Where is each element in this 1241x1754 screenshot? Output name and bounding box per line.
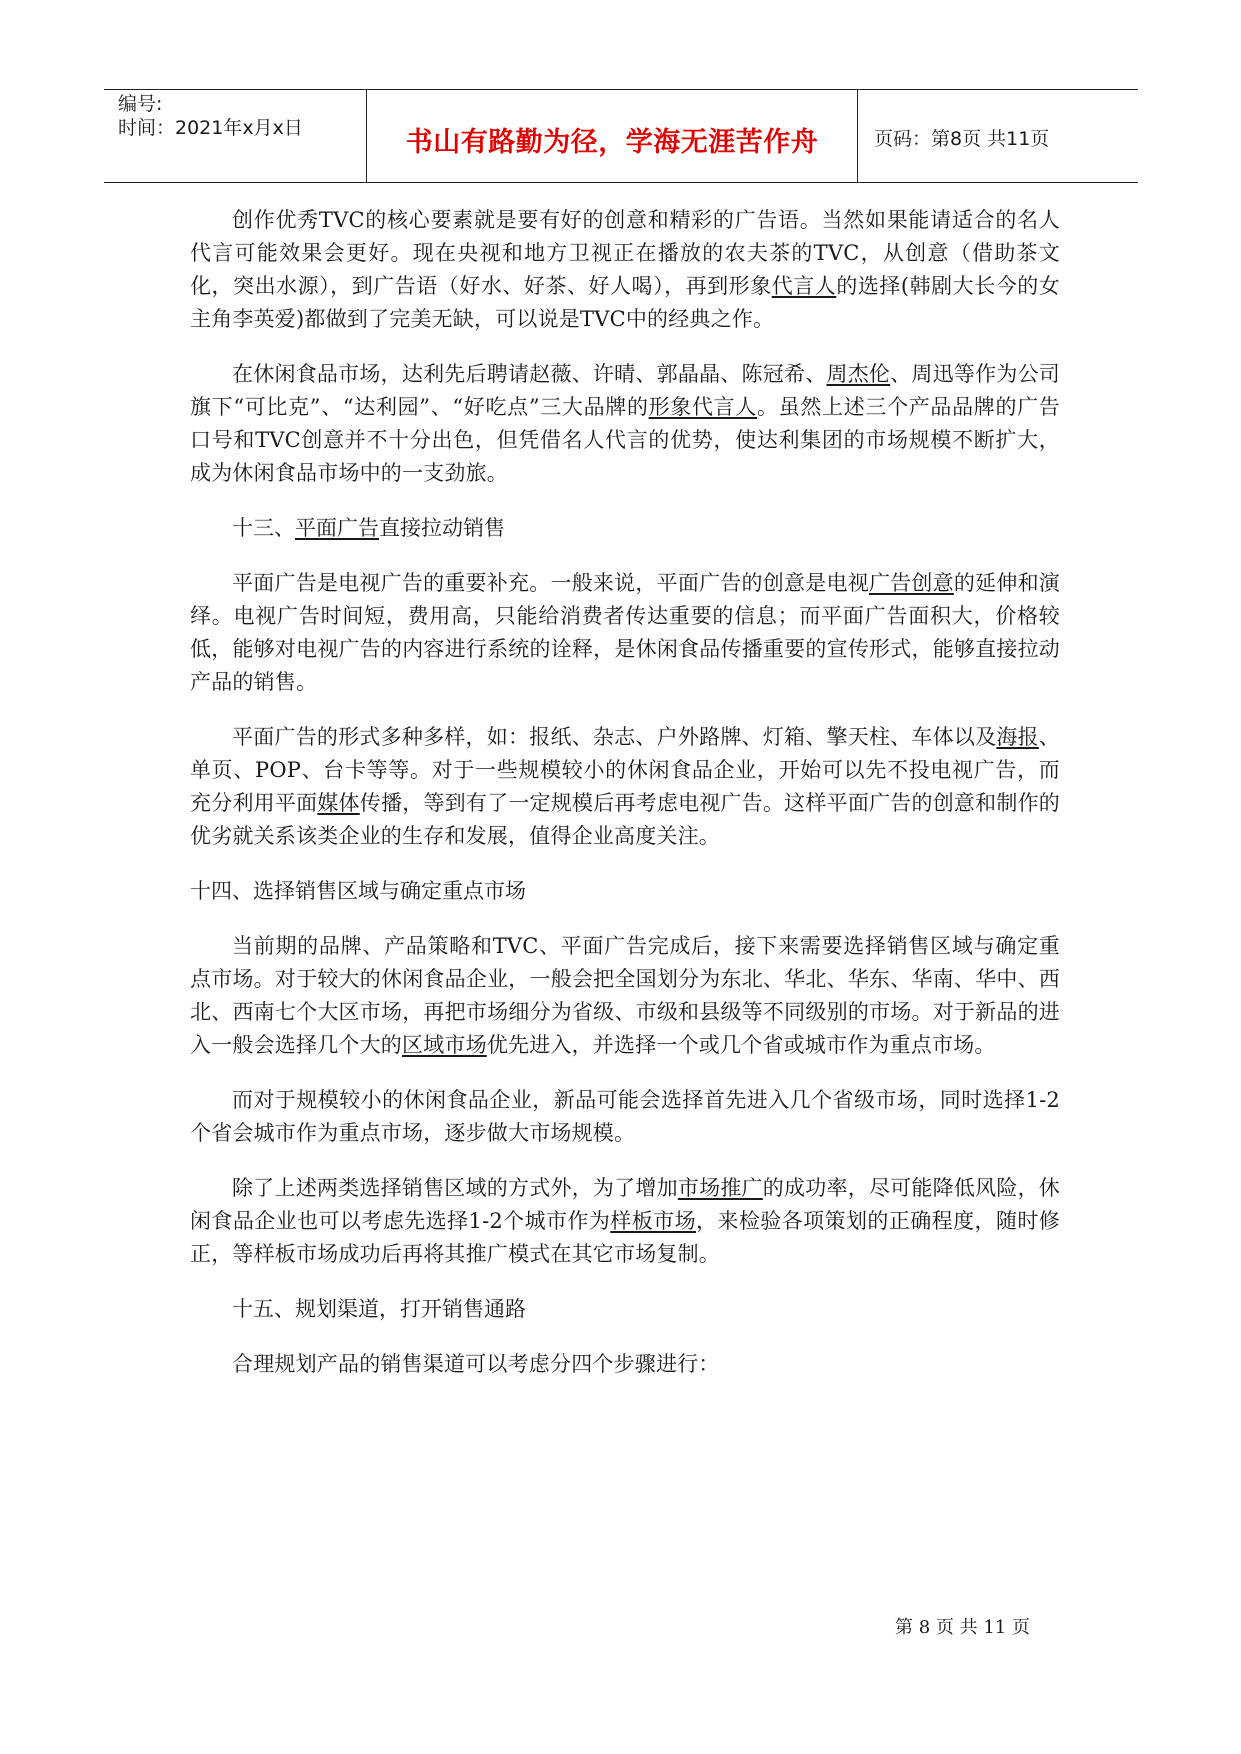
paragraph xyxy=(190,1348,1060,1381)
text-segment: 的延伸和演绎。电视广告时间短，费用高，只能给消费者传达重要的信息；而平面广告面积大，价格较低，能够对电视广告的内容进行系统的诠释，是休闲食品传播重要的宣传形式，能够直接拉动产品的销售。 xyxy=(190,571,1060,694)
text-segment: 的成功率，尽可能降低风险，休闲食品企业也可以考虑先选择1-2个城市作为 xyxy=(190,1176,1060,1233)
text-segment: 合理规划产品的销售渠道可以考虑分四个步骤进行： xyxy=(232,1352,720,1376)
text-segment: 十三、 xyxy=(232,516,295,540)
text-segment: 当前期的品牌、产品策略和TVC、平面广告完成后，接下来需要选择销售区域与确定重点市场。对于较大的休闲食品企业，一般会把全国划分为东北、华北、华东、华南、华中、西北、西南七个大区市场，再把市场细分为省级、市级和县级等不同级别的市场。对于新品的进入一般会选择几个大的 xyxy=(190,934,1060,1057)
underlined-term: 样板市场 xyxy=(610,1209,696,1233)
paragraph xyxy=(190,1084,1060,1150)
underlined-term: 周杰伦 xyxy=(826,362,891,386)
document-number-label: 编号: xyxy=(118,93,163,115)
text-segment: 十五、规划渠道，打开销售通路 xyxy=(232,1297,526,1321)
header-page-info: 页码：第8页 共11页 xyxy=(874,128,1050,150)
page-header xyxy=(104,89,1138,183)
text-segment: 的选择(韩剧大长今的女主角李英爱)都做到了完美无缺，可以说是TVC中的经典之作。 xyxy=(190,274,1060,331)
text-segment: 、周迅等作为公司旗下“可比克”、“达利园”、“好吃点”三大品牌的 xyxy=(190,362,1060,419)
paragraph xyxy=(190,1172,1060,1271)
paragraph xyxy=(190,567,1060,699)
underlined-term: 市场推广 xyxy=(677,1176,763,1200)
paragraph xyxy=(190,721,1060,853)
text-segment: 优先进入，并选择一个或几个省或城市作为重点市场。 xyxy=(486,1033,996,1057)
text-segment: 。虽然上述三个产品品牌的广告口号和TVC创意并不十分出色，但凭借名人代言的优势，使达利集团的市场规模不断扩大，成为休闲食品市场中的一支劲旅。 xyxy=(190,395,1060,485)
paragraph xyxy=(190,930,1060,1062)
header-motto: 书山有路勤为径，学海无涯苦作舟 xyxy=(405,127,819,158)
underlined-term: 区域市场 xyxy=(402,1033,487,1057)
section-heading xyxy=(190,1293,1060,1326)
underlined-term: 媒体 xyxy=(317,791,360,815)
header-left-cell xyxy=(104,90,367,182)
underlined-term: 平面广告 xyxy=(295,516,379,540)
text-segment: 平面广告是电视广告的重要补充。一般来说，平面广告的创意是电视 xyxy=(232,571,869,595)
text-segment: 除了上述两类选择销售区域的方式外，为了增加 xyxy=(232,1176,678,1200)
page-footer: 第 8 页 共 11 页 xyxy=(895,1617,1030,1638)
text-segment: 十四、选择销售区域与确定重点市场 xyxy=(190,879,526,903)
underlined-term: 广告创意 xyxy=(868,571,954,595)
text-segment: 平面广告的形式多种多样，如：报纸、杂志、户外路牌、灯箱、擎天柱、车体以及 xyxy=(232,725,997,749)
text-segment: 直接拉动销售 xyxy=(379,516,505,540)
underlined-term: 形象代言人 xyxy=(648,395,758,419)
section-heading xyxy=(190,875,1060,908)
section-heading xyxy=(190,512,1060,545)
text-segment: ，来检验各项策划的正确程度，随时修正，等样板市场成功后再将其推广模式在其它市场复制。 xyxy=(190,1209,1060,1266)
text-segment: 传播，等到有了一定规模后再考虑电视广告。这样平面广告的创意和制作的优劣就关系该类企业的生存和发展，值得企业高度关注。 xyxy=(190,791,1061,848)
header-middle-cell xyxy=(367,90,858,182)
text-segment: 创作优秀TVC的核心要素就是要有好的创意和精彩的广告语。当然如果能请适合的名人代言可能效果会更好。现在央视和地方卫视正在播放的农夫茶的TVC，从创意（借助茶文化，突出水源），到广告语（好水、好茶、好人喝），再到形象 xyxy=(190,208,1060,298)
underlined-term: 代言人 xyxy=(771,274,837,298)
underlined-term: 海报 xyxy=(996,725,1039,749)
document-body xyxy=(190,204,1060,1403)
document-time-label: 时间：2021年x月x日 xyxy=(118,117,303,139)
text-segment: 而对于规模较小的休闲食品企业，新品可能会选择首先进入几个省级市场，同时选择1-2个省会城市作为重点市场，逐步做大市场规模。 xyxy=(190,1088,1060,1145)
text-segment: 、单页、POP、台卡等等。对于一些规模较小的休闲食品企业，开始可以先不投电视广告，而充分利用平面 xyxy=(190,725,1060,815)
header-right-cell xyxy=(858,90,1138,182)
paragraph xyxy=(190,204,1060,336)
paragraph xyxy=(190,358,1060,490)
text-segment: 在休闲食品市场，达利先后聘请赵薇、许晴、郭晶晶、陈冠希、 xyxy=(232,362,827,386)
